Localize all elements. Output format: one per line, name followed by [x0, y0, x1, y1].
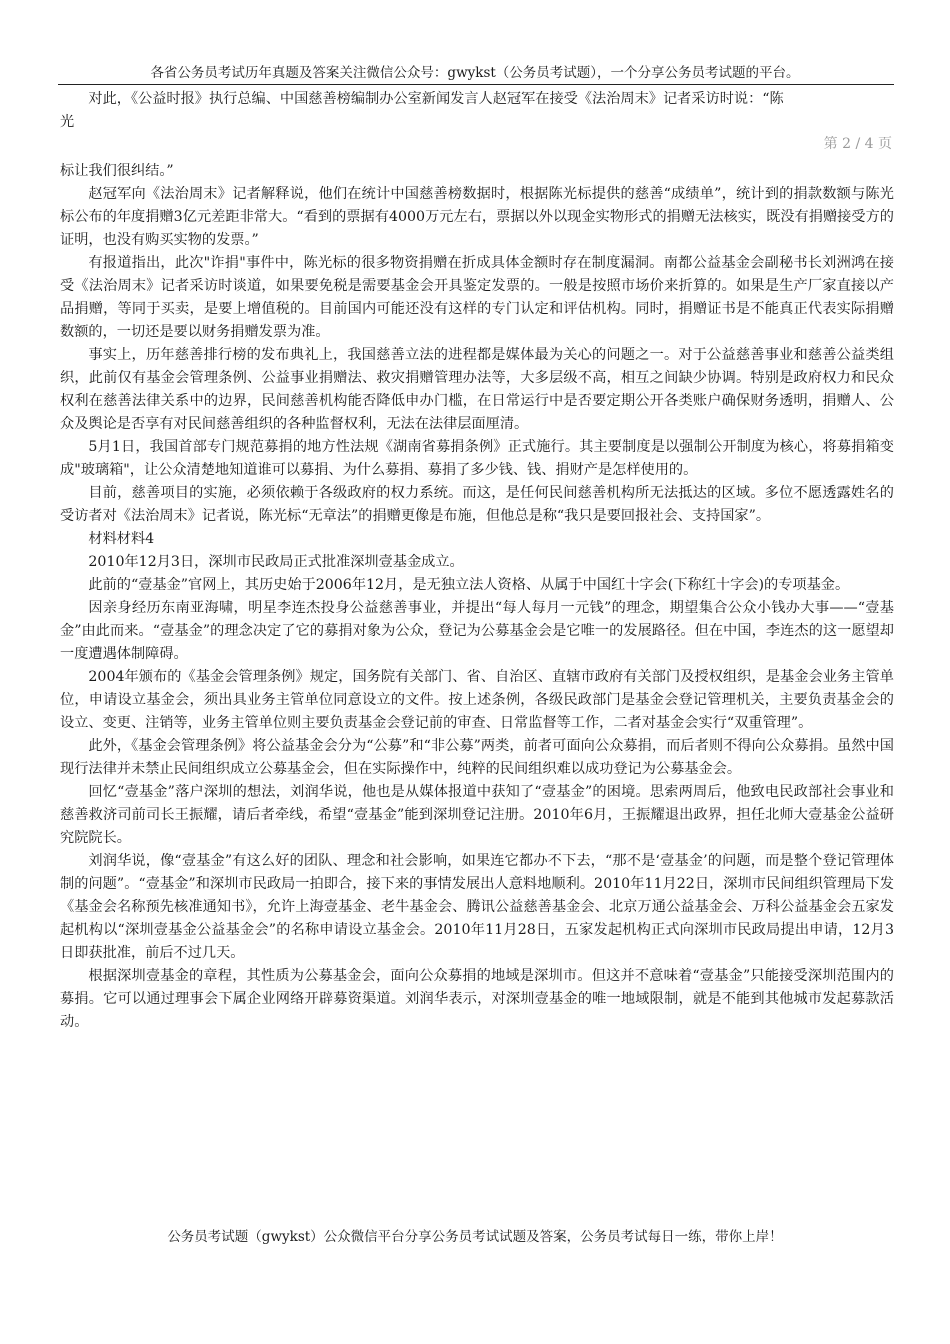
paragraph: 刘润华说，像“壹基金”有这么好的团队、理念和社会影响，如果连它都办不下去，“那不是‘壹基金’的问题，而是整个登记管理体制的问题”。“壹基金”和深圳市民政局一拍即合，接下来的事情发展出人意料地顺利。2010年11月22日，深圳市民间组织管理局下发《基金会名称预先核准通知书》，允许上海壹基金、老牛基金会、腾讯公益慈善基金会、北京万通公益基金会、万科公益基金会五家发起机构以“深圳壹基金公益基金会”的名称申请设立基金会。2010年11月28日，五家发起机构正式向深圳市民政局提出申请，12月3日即获批准，前后不过几天。 [60, 853, 894, 961]
paragraph: 赵冠军向《法治周末》记者解释说，他们在统计中国慈善榜数据时，根据陈光标提供的慈善“成绩单”，统计到的捐款数额与陈光标公布的年度捐赠3亿元差距非常大。“看到的票据有4000万元左右，票据以外以现金实物形式的捐赠无法核实，既没有捐赠接受方的证明，也没有购买实物的发票。” [60, 186, 894, 248]
page-number: 第 2 / 4 页 [823, 136, 892, 152]
lead-line-continuation: 光 [60, 114, 75, 130]
lead-line: 对此，《公益时报》执行总编、中国慈善榜编制办公室新闻发言人赵冠军在接受《法治周末》记者采访时说：“陈 [88, 91, 784, 107]
paragraph: 有报道指出，此次"诈捐"事件中，陈光标的很多物资捐赠在折成具体金额时存在制度漏洞。南都公益基金会副秘书长刘洲鸿在接受《法治周末》记者采访时谈道，如果要免税是需要基金会开具鉴定发票的。一般是按照市场价来折算的。如果是生产厂家直接以产品捐赠，等同于买卖，是要上增值税的。目前国内可能还没有这样的专门认定和评估机构。同时，捐赠证书是不能真正代表实际捐赠数额的，一切还是要以财务捐赠发票为准。 [60, 255, 894, 340]
page-footer: 公务员考试题（gwykst）公众微信平台分享公务员考试试题及答案，公务员考试每日一练，带你上岸！ [167, 1229, 783, 1245]
paragraph: 2010年12月3日，深圳市民政局正式批准深圳壹基金成立。 [88, 554, 464, 570]
section-heading: 材料材料4 [88, 531, 155, 547]
page-header: 各省公务员考试历年真题及答案关注微信公众号：gwykst（公务员考试题），一个分享公务员考试题的平台。 [150, 65, 800, 81]
paragraph: 此外，《基金会管理条例》将公益基金会分为“公募”和“非公募”两类，前者可面向公众募捐，而后者则不得向公众募捐。虽然中国现行法律并未禁止民间组织成立公募基金会，但在实际操作中，纯粹的民间组织难以成功登记为公募基金会。 [60, 738, 894, 777]
paragraph: 5月1日，我国首部专门规范募捐的地方性法规《湖南省募捐条例》正式施行。其主要制度是以强制公开制度为核心，将募捐箱变成"玻璃箱"，让公众清楚地知道谁可以募捐、为什么募捐、募捐了多少钱、钱、捐财产是怎样使用的。 [60, 439, 894, 478]
paragraph: 回忆“壹基金”落户深圳的想法，刘润华说，他也是从媒体报道中获知了“壹基金”的困境。思索两周后，他致电民政部社会事业和慈善救济司前司长王振耀，请后者牵线，希望“壹基金”能到深圳登记注册。2010年6月，王振耀退出政界，担任北师大壹基金公益研究院院长。 [60, 784, 894, 846]
paragraph: 标让我们很纠结。” [60, 163, 174, 179]
paragraph: 事实上，历年慈善排行榜的发布典礼上，我国慈善立法的进程都是媒体最为关心的问题之一。对于公益慈善事业和慈善公益类组织，此前仅有基金会管理条例、公益事业捐赠法、救灾捐赠管理办法等，大多层级不高，相互之间缺少协调。特别是政府权力和民众权利在慈善法律关系中的边界，民间慈善机构能否降低申办门槛，在日常运行中是否要定期公开各类账户确保财务透明，捐赠人、公众及舆论是否享有对民间慈善组织的各种监督权利，无法在法律层面厘清。 [60, 347, 894, 432]
paragraph: 2004年颁布的《基金会管理条例》规定，国务院有关部门、省、自治区、直辖市政府有关部门及授权组织，是基金会业务主管单位，申请设立基金会，须出具业务主管单位同意设立的文件。按上述条例，各级民政部门是基金会登记管理机关，主要负责基金会的设立、变更、注销等，业务主管单位则主要负责基金会登记前的审查、日常监督等工作，二者对基金会实行“双重管理”。 [60, 669, 894, 731]
header-divider [58, 84, 894, 85]
paragraph: 目前，慈善项目的实施，必须依赖于各级政府的权力系统。而这，是任何民间慈善机构所无法抵达的区域。多位不愿透露姓名的受访者对《法治周末》记者说，陈光标“无章法”的捐赠更像是布施，但他总是称“我只是要回报社会、支持国家”。 [60, 485, 894, 524]
paragraph: 根据深圳壹基金的章程，其性质为公募基金会，面向公众募捐的地域是深圳市。但这并不意味着“壹基金”只能接受深圳范围内的募捐。它可以通过理事会下属企业网络开辟募资渠道。刘润华表示，对深圳壹基金的唯一地域限制，就是不能到其他城市发起募款活动。 [60, 968, 894, 1030]
paragraph: 此前的“壹基金”官网上，其历史始于2006年12月，是无独立法人资格、从属于中国红十字会(下称红十字会)的专项基金。 [88, 577, 850, 593]
document-body [60, 88, 894, 1034]
paragraph: 因亲身经历东南亚海啸，明星李连杰投身公益慈善事业，并提出“每人每月一元钱”的理念，期望集合公众小钱办大事——“壹基金”由此而来。“壹基金”的理念决定了它的募捐对象为公众，登记为公募基金会是它唯一的发展路径。但在中国，李连杰的这一愿望却一度遭遇体制障碍。 [60, 600, 894, 662]
